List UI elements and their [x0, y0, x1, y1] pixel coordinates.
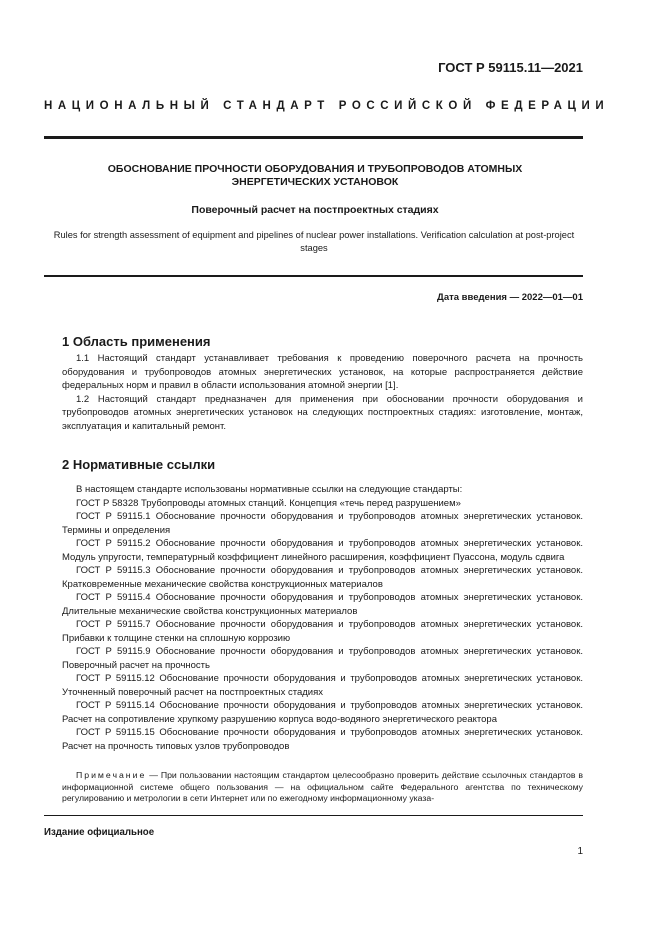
national-standard-banner: НАЦИОНАЛЬНЫЙ СТАНДАРТ РОССИЙСКОЙ ФЕДЕРАЦИИ	[44, 100, 610, 112]
section-1-heading: 1 Область применения	[62, 334, 211, 349]
document-number: ГОСТ Р 59115.11—2021	[438, 60, 583, 75]
official-edition-label: Издание официальное	[44, 827, 155, 838]
reference-item: ГОСТ Р 59115.2 Обоснование прочности оборудования и трубопроводов атомных энергетических установок. Модуль упругости, температурный коэффициент линейного расширения, коэффициент Пуассона, модуль сдвига	[62, 538, 583, 563]
reference-item: ГОСТ Р 59115.4 Обоснование прочности оборудования и трубопроводов атомных энергетических установок. Длительные механические свойства конструкционных материалов	[62, 592, 583, 617]
reference-item: ГОСТ Р 59115.14 Обоснование прочности оборудования и трубопроводов атомных энергетических установок. Расчет на сопротивление хрупкому разрушению корпуса водо-водяного энергетического реактора	[62, 700, 583, 725]
reference-item: ГОСТ Р 59115.3 Обоснование прочности оборудования и трубопроводов атомных энергетических установок. Кратковременные механические свойства конструкционных материалов	[62, 565, 583, 590]
reference-item: ГОСТ Р 59115.9 Обоснование прочности оборудования и трубопроводов атомных энергетических установок. Поверочный расчет на прочность	[62, 646, 583, 671]
english-title: Rules for strength assessment of equipment and pipelines of nuclear power installations. Verification calculation at post-project stages	[53, 230, 575, 253]
footer-rule	[44, 815, 583, 816]
note-text: — При пользовании настоящим стандартом целесообразно проверить действие ссылочных стандартов в информационной системе общего пользования — на официальном сайте Федерального агентства по техническому регулированию и метрологии в сети Интернет или по ежегодному информационному указа-	[62, 770, 583, 803]
note	[62, 770, 583, 805]
section-2-heading: 2 Нормативные ссылки	[62, 457, 216, 472]
section-2-body	[62, 483, 583, 753]
section-1-body	[62, 352, 583, 433]
reference-item: ГОСТ Р 59115.15 Обоснование прочности оборудования и трубопроводов атомных энергетических установок. Расчет на прочность типовых узлов трубопроводов	[62, 727, 583, 752]
page-number: 1	[577, 846, 583, 857]
references-intro: В настоящем стандарте использованы нормативные ссылки на следующие стандарты:	[76, 484, 463, 495]
document-subtitle: Поверочный расчет на постпроектных стадиях	[191, 204, 439, 216]
reference-item: ГОСТ Р 58328 Трубопроводы атомных станций. Концепция «течь перед разрушением»	[76, 497, 461, 509]
paragraph-1-1: 1.1 Настоящий стандарт устанавливает требования к проведению поверочного расчета на прочность оборудования и трубопроводов атомных энергетических установок, на которые распространяется действие федеральных норм и правил в области использования атомной энергии [1].	[62, 353, 583, 391]
document-title: ОБОСНОВАНИЕ ПРОЧНОСТИ ОБОРУДОВАНИЯ И ТРУБОПРОВОДОВ АТОМНЫХ ЭНЕРГЕТИЧЕСКИХ УСТАНОВОК	[107, 163, 523, 188]
reference-item: ГОСТ Р 59115.1 Обоснование прочности оборудования и трубопроводов атомных энергетических установок. Термины и определения	[62, 511, 583, 536]
reference-item: ГОСТ Р 59115.7 Обоснование прочности оборудования и трубопроводов атомных энергетических установок. Прибавки к толщине стенки на сплошную коррозию	[62, 619, 583, 644]
introduction-date: Дата введения — 2022—01—01	[437, 292, 583, 303]
title-rule	[44, 275, 583, 277]
note-label: Примечание	[76, 770, 147, 780]
paragraph-1-2: 1.2 Настоящий стандарт предназначен для применения при обосновании прочности оборудования и трубопроводов атомных энергетических установок на следующих постпроектных стадиях: изготовление, монтаж, эксплуатация и капитальный ремонт.	[62, 393, 583, 432]
top-rule	[44, 136, 583, 139]
reference-item: ГОСТ Р 59115.12 Обоснование прочности оборудования и трубопроводов атомных энергетических установок. Уточненный поверочный расчет на постпроектных стадиях	[62, 673, 583, 698]
